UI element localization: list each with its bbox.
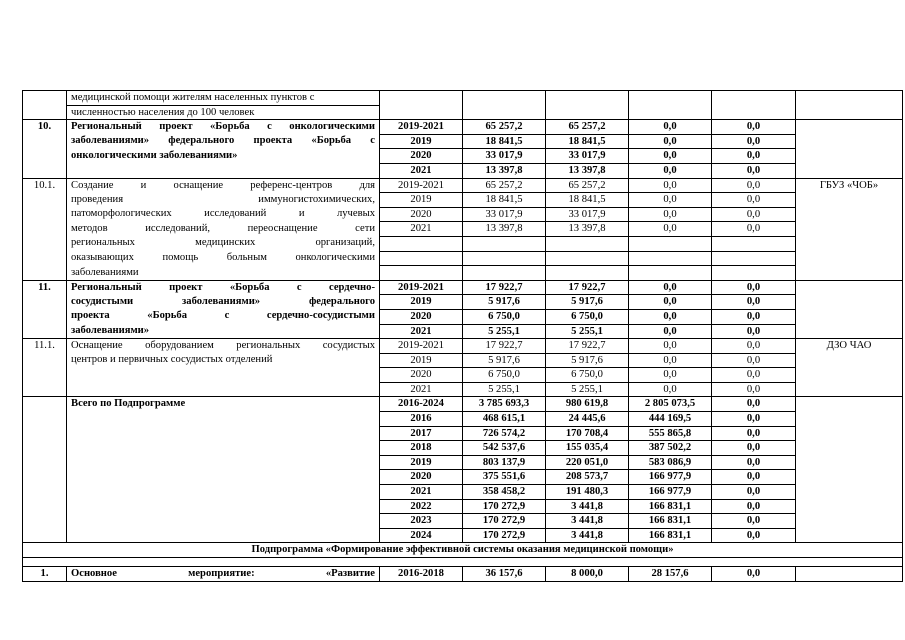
- empty-cell: [629, 236, 712, 251]
- period-cell: 2016: [380, 412, 463, 427]
- total-cell: 468 615,1: [463, 412, 546, 427]
- value-cell: 13 397,8: [546, 222, 629, 237]
- table-row: [23, 134, 903, 149]
- value-cell: 33 017,9: [546, 149, 629, 164]
- value-cell: 980 619,8: [546, 397, 629, 412]
- measure-text-line: проекта «Борьба с сердечно-сосудистыми: [67, 309, 380, 324]
- period-cell: 2021: [380, 382, 463, 397]
- table-row: [23, 178, 903, 193]
- total-cell: 13 397,8: [463, 222, 546, 237]
- value-cell: 17 922,7: [546, 280, 629, 295]
- table-row: [23, 353, 903, 368]
- value-cell: 166 977,9: [629, 485, 712, 500]
- table-row: [23, 207, 903, 222]
- value-cell: 0,0: [629, 222, 712, 237]
- value-cell: 0,0: [629, 149, 712, 164]
- value-cell: 0,0: [629, 382, 712, 397]
- value-cell: 0,0: [712, 441, 796, 456]
- table-row: [23, 558, 903, 567]
- total-cell: 13 397,8: [463, 163, 546, 178]
- table-row: [23, 280, 903, 295]
- value-cell: 0,0: [712, 426, 796, 441]
- table-row: [23, 309, 903, 324]
- period-cell: 2020: [380, 470, 463, 485]
- executor-cell: [796, 280, 903, 338]
- value-cell: 24 445,6: [546, 412, 629, 427]
- value-cell: 444 169,5: [629, 412, 712, 427]
- period-cell: 2022: [380, 499, 463, 514]
- value-cell: 17 922,7: [546, 339, 629, 354]
- measure-text-line: методов исследований, переоснащение сети: [67, 222, 380, 237]
- empty-cell: [629, 91, 712, 120]
- measure-text-line: проведения иммуногистохимических,: [67, 193, 380, 208]
- period-cell: 2020: [380, 207, 463, 222]
- empty-cell: [380, 251, 463, 266]
- value-cell: 0,0: [712, 412, 796, 427]
- total-cell: 170 272,9: [463, 528, 546, 543]
- value-cell: 0,0: [712, 528, 796, 543]
- value-cell: 0,0: [712, 134, 796, 149]
- value-cell: 0,0: [712, 324, 796, 339]
- period-cell: 2020: [380, 149, 463, 164]
- row-number: 10.: [23, 120, 67, 178]
- total-cell: 5 917,6: [463, 295, 546, 310]
- table-row: [23, 149, 903, 164]
- value-cell: 166 977,9: [629, 470, 712, 485]
- measure-text-line: онкологическими заболеваниями»: [67, 149, 380, 164]
- value-cell: 18 841,5: [546, 193, 629, 208]
- measure-text-line: региональных медицинских организаций,: [67, 236, 380, 251]
- row-number: 1.: [23, 567, 67, 582]
- value-cell: 0,0: [712, 193, 796, 208]
- value-cell: 0,0: [712, 382, 796, 397]
- measure-text-line: заболеваниями»: [67, 324, 380, 339]
- table-row: [23, 324, 903, 339]
- value-cell: 2 805 073,5: [629, 397, 712, 412]
- period-cell: 2021: [380, 324, 463, 339]
- value-cell: 0,0: [712, 470, 796, 485]
- value-cell: 0,0: [629, 178, 712, 193]
- value-cell: 0,0: [712, 397, 796, 412]
- period-cell: 2019: [380, 353, 463, 368]
- value-cell: 166 831,1: [629, 528, 712, 543]
- value-cell: 33 017,9: [546, 207, 629, 222]
- total-cell: 33 017,9: [463, 149, 546, 164]
- value-cell: 5 255,1: [546, 382, 629, 397]
- empty-cell: [463, 251, 546, 266]
- value-cell: 0,0: [629, 368, 712, 383]
- value-cell: 5 917,6: [546, 295, 629, 310]
- value-cell: 191 480,3: [546, 485, 629, 500]
- value-cell: 0,0: [712, 295, 796, 310]
- measure-text-line: Создание и оснащение референс-центров для: [67, 178, 380, 193]
- value-cell: 0,0: [712, 368, 796, 383]
- measure-text-line: Региональный проект «Борьба с онкологическими: [67, 120, 380, 135]
- value-cell: 0,0: [712, 353, 796, 368]
- value-cell: 0,0: [712, 149, 796, 164]
- empty-cell: [629, 251, 712, 266]
- value-cell: 170 708,4: [546, 426, 629, 441]
- value-cell: 555 865,8: [629, 426, 712, 441]
- period-cell: 2020: [380, 368, 463, 383]
- period-cell: 2017: [380, 426, 463, 441]
- spacer-cell: [23, 558, 903, 567]
- row-number: 10.1.: [23, 178, 67, 280]
- value-cell: 0,0: [712, 222, 796, 237]
- period-cell: 2021: [380, 485, 463, 500]
- value-cell: 166 831,1: [629, 499, 712, 514]
- total-cell: 375 551,6: [463, 470, 546, 485]
- total-cell: 5 255,1: [463, 324, 546, 339]
- value-cell: 0,0: [629, 324, 712, 339]
- period-cell: 2016-2024: [380, 397, 463, 412]
- period-cell: 2019-2021: [380, 178, 463, 193]
- period-cell: 2024: [380, 528, 463, 543]
- summary-label: Всего по Подпрограмме: [67, 397, 380, 543]
- measure-text-line: Оснащение оборудованием региональных сосудистых: [67, 339, 380, 354]
- executor-cell: ГБУЗ «ЧОБ»: [796, 178, 903, 280]
- measure-text-line: сосудистыми заболеваниями» федерального: [67, 295, 380, 310]
- table-row: [23, 266, 903, 281]
- period-cell: 2016-2018: [380, 567, 463, 582]
- period-cell: 2023: [380, 514, 463, 529]
- table-row: [23, 91, 903, 106]
- empty-cell: [712, 236, 796, 251]
- value-cell: 0,0: [629, 120, 712, 135]
- executor-cell: ДЗО ЧАО: [796, 339, 903, 397]
- value-cell: 0,0: [712, 567, 796, 582]
- total-cell: 3 785 693,3: [463, 397, 546, 412]
- value-cell: 0,0: [629, 353, 712, 368]
- total-cell: 6 750,0: [463, 309, 546, 324]
- period-cell: 2019: [380, 455, 463, 470]
- value-cell: 0,0: [712, 339, 796, 354]
- empty-cell: [463, 91, 546, 120]
- value-cell: 0,0: [712, 207, 796, 222]
- total-cell: 6 750,0: [463, 368, 546, 383]
- subprogram-title: Подпрограмма «Формирование эффективной системы оказания медицинской помощи»: [23, 543, 903, 558]
- empty-cell: [463, 236, 546, 251]
- total-cell: 726 574,2: [463, 426, 546, 441]
- total-cell: 18 841,5: [463, 193, 546, 208]
- measure-text-line: оказывающих помощь больным онкологическими: [67, 251, 380, 266]
- total-cell: 17 922,7: [463, 280, 546, 295]
- period-cell: 2021: [380, 222, 463, 237]
- measure-text-line: [67, 163, 380, 178]
- period-cell: 2019: [380, 193, 463, 208]
- period-cell: 2019-2021: [380, 120, 463, 135]
- measure-text-line: медицинской помощи жителям населенных пунктов с: [67, 91, 380, 106]
- budget-table: [22, 90, 903, 582]
- measure-text-line: патоморфологических исследований и лучевых: [67, 207, 380, 222]
- period-cell: 2019: [380, 134, 463, 149]
- value-cell: 0,0: [712, 514, 796, 529]
- value-cell: 0,0: [712, 280, 796, 295]
- table-row: [23, 193, 903, 208]
- row-number: [23, 397, 67, 543]
- value-cell: 0,0: [629, 193, 712, 208]
- total-cell: 803 137,9: [463, 455, 546, 470]
- value-cell: 3 441,8: [546, 528, 629, 543]
- total-cell: 358 458,2: [463, 485, 546, 500]
- period-cell: 2019: [380, 295, 463, 310]
- executor-cell: [796, 567, 903, 582]
- measure-text-line: [67, 382, 380, 397]
- value-cell: 387 502,2: [629, 441, 712, 456]
- value-cell: 65 257,2: [546, 178, 629, 193]
- table-row: [23, 397, 903, 412]
- empty-cell: [546, 236, 629, 251]
- total-cell: 65 257,2: [463, 178, 546, 193]
- executor-cell: [796, 397, 903, 543]
- value-cell: 0,0: [629, 207, 712, 222]
- empty-cell: [546, 91, 629, 120]
- value-cell: 6 750,0: [546, 309, 629, 324]
- period-cell: 2018: [380, 441, 463, 456]
- value-cell: 0,0: [629, 339, 712, 354]
- empty-cell: [712, 266, 796, 281]
- value-cell: 583 086,9: [629, 455, 712, 470]
- period-cell: 2021: [380, 163, 463, 178]
- value-cell: 5 917,6: [546, 353, 629, 368]
- period-cell: 2020: [380, 309, 463, 324]
- value-cell: 0,0: [712, 178, 796, 193]
- value-cell: 3 441,8: [546, 499, 629, 514]
- total-cell: 170 272,9: [463, 499, 546, 514]
- total-cell: 65 257,2: [463, 120, 546, 135]
- value-cell: 65 257,2: [546, 120, 629, 135]
- table-row: [23, 251, 903, 266]
- empty-cell: [380, 236, 463, 251]
- table-row: [23, 236, 903, 251]
- value-cell: 208 573,7: [546, 470, 629, 485]
- value-cell: 0,0: [712, 309, 796, 324]
- value-cell: 0,0: [629, 280, 712, 295]
- measure-text-line: центров и первичных сосудистых отделений: [67, 353, 380, 368]
- value-cell: 28 157,6: [629, 567, 712, 582]
- measure-text-line: Основное мероприятие: «Развитие: [67, 567, 380, 582]
- total-cell: 18 841,5: [463, 134, 546, 149]
- value-cell: 0,0: [712, 455, 796, 470]
- value-cell: 6 750,0: [546, 368, 629, 383]
- total-cell: 5 917,6: [463, 353, 546, 368]
- table-row: [23, 382, 903, 397]
- table-row: [23, 295, 903, 310]
- empty-cell: [629, 266, 712, 281]
- total-cell: 17 922,7: [463, 339, 546, 354]
- row-number: [23, 91, 67, 120]
- table-row: [23, 567, 903, 582]
- total-cell: 170 272,9: [463, 514, 546, 529]
- empty-cell: [546, 266, 629, 281]
- value-cell: 8 000,0: [546, 567, 629, 582]
- value-cell: 0,0: [629, 309, 712, 324]
- empty-cell: [463, 266, 546, 281]
- total-cell: 36 157,6: [463, 567, 546, 582]
- value-cell: 3 441,8: [546, 514, 629, 529]
- value-cell: 0,0: [629, 134, 712, 149]
- table-row: [23, 163, 903, 178]
- table-row: [23, 368, 903, 383]
- value-cell: 0,0: [712, 499, 796, 514]
- value-cell: 18 841,5: [546, 134, 629, 149]
- total-cell: 5 255,1: [463, 382, 546, 397]
- table-row: [23, 222, 903, 237]
- empty-cell: [380, 91, 463, 120]
- measure-text-line: заболеваниями: [67, 266, 380, 281]
- row-number: 11.1.: [23, 339, 67, 397]
- value-cell: 0,0: [629, 163, 712, 178]
- value-cell: 0,0: [712, 163, 796, 178]
- total-cell: 542 537,6: [463, 441, 546, 456]
- measure-text-line: [67, 368, 380, 383]
- period-cell: 2019-2021: [380, 280, 463, 295]
- table-body: [23, 91, 903, 582]
- row-number: 11.: [23, 280, 67, 338]
- value-cell: 155 035,4: [546, 441, 629, 456]
- value-cell: 166 831,1: [629, 514, 712, 529]
- empty-cell: [546, 251, 629, 266]
- empty-cell: [712, 251, 796, 266]
- empty-cell: [712, 91, 796, 120]
- period-cell: 2019-2021: [380, 339, 463, 354]
- value-cell: 0,0: [712, 120, 796, 135]
- value-cell: 0,0: [629, 295, 712, 310]
- empty-cell: [380, 266, 463, 281]
- measure-text-line: заболеваниями» федерального проекта «Борьба с: [67, 134, 380, 149]
- table-row: [23, 120, 903, 135]
- total-cell: 33 017,9: [463, 207, 546, 222]
- value-cell: 5 255,1: [546, 324, 629, 339]
- value-cell: 13 397,8: [546, 163, 629, 178]
- measure-text-line: численностью населения до 100 человек: [67, 105, 380, 120]
- measure-text-line: Региональный проект «Борьба с сердечно-: [67, 280, 380, 295]
- value-cell: 220 051,0: [546, 455, 629, 470]
- executor-cell: [796, 120, 903, 178]
- table-row: [23, 543, 903, 558]
- table-row: [23, 339, 903, 354]
- empty-cell: [796, 91, 903, 120]
- value-cell: 0,0: [712, 485, 796, 500]
